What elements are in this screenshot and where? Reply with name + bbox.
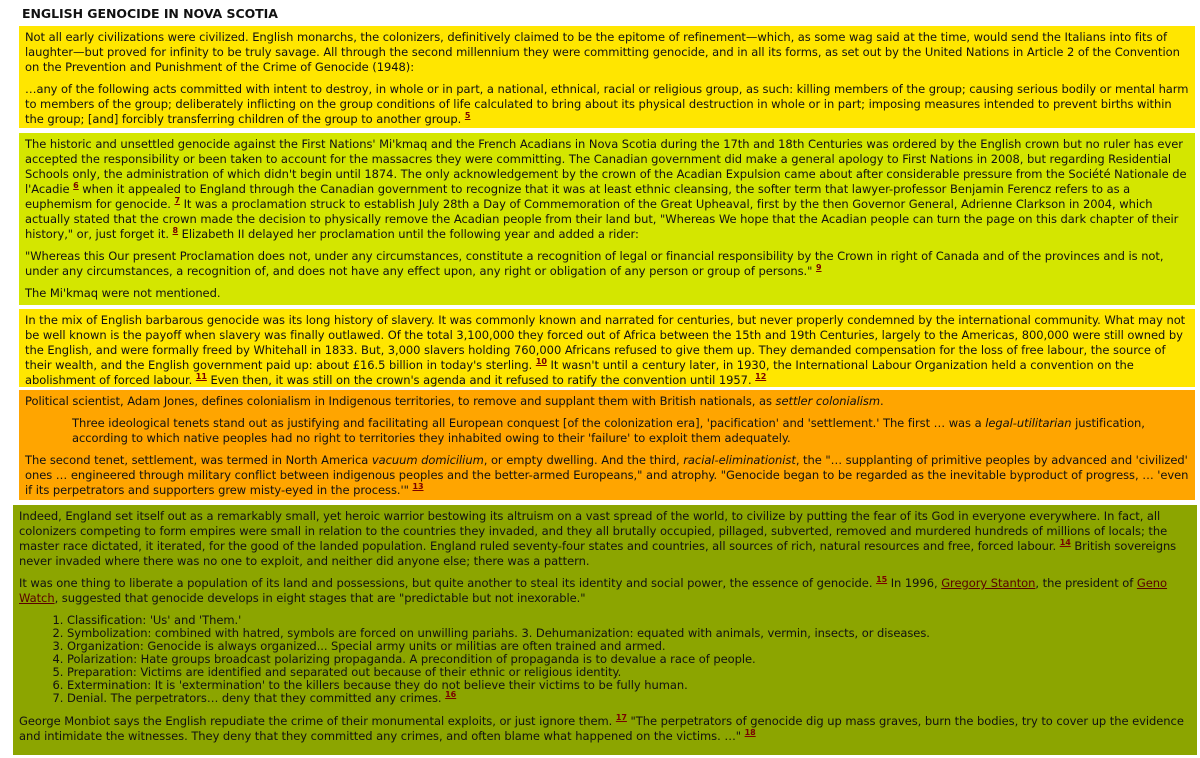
paragraph-text: In the mix of English barbarous genocide was its long history of slavery. It was commonly known and narrated for centuries, but never properly condemned by the international community. What may not be well known is the payoff when slavery was finally outlawed. Of the total 3,100,000 they forced out of Africa between the 15th and 19th Centuries, largely to the Americas, 800,000 were still owned by the English, and were formally freed by Whitehall in 1833. But, 3,000 slavers holding 760,000 Africans refused to give them up. They demanded compensation for the loss of free labour, the source of their wealth, and the English government paid up: about £16.5 billion in today's sterling. bbox=[25, 313, 1186, 372]
footnote-link-17[interactable]: 17 bbox=[615, 713, 627, 723]
quote-paragraph bbox=[25, 249, 1189, 279]
footnote-link-5[interactable]: 5 bbox=[464, 111, 471, 121]
emphasis: settler colonialism bbox=[775, 394, 881, 408]
genocide-stages-list bbox=[19, 614, 1191, 705]
paragraph-text: Elizabeth II delayed her proclamation until the following year and added a rider: bbox=[178, 227, 639, 241]
emphasis: vacuum domicilium bbox=[371, 453, 484, 467]
footnote-link-6[interactable]: 6 bbox=[73, 181, 79, 191]
paragraph-text: justification, according to which native peoples had no right to territories they inhabited owing to their 'failure' to exploit them adequately. bbox=[72, 416, 1145, 445]
paragraph-text: In 1996, bbox=[887, 576, 942, 590]
paragraph bbox=[19, 509, 1191, 569]
paragraph-text: Not all early civilizations were civilized. English monarchs, the colonizers, definitively claimed to be the epitome of refinement—which, as some wag said at the time, would send the Italians into fits of laughter—but proved for infinity to be truly savage. All through the second millennium they were committing genocide, and in all its forms, as set out by the United Nations in Article 2 of the Convention on the Prevention and Punishment of the Crime of Genocide (1948): bbox=[25, 30, 1180, 74]
paragraph-text: "The perpetrators of genocide dig up mass graves, burn the bodies, try to cover up the evidence and intimidate the witnesses. They deny that they committed any crimes, and often blame what happened on the victims. …" bbox=[19, 714, 1184, 743]
paragraph bbox=[25, 313, 1189, 387]
list-item-text: Denial. The perpetrators… deny that they committed any crimes. bbox=[67, 691, 442, 705]
paragraph-text: Even then, it was still on the crown's agenda and it refused to ratify the convention until 1957. bbox=[206, 373, 752, 387]
paragraph bbox=[25, 453, 1189, 498]
list-item-text: Organization: Genocide is always organized... Special army units or militias are often trained and armed. bbox=[67, 639, 666, 653]
footnote-link-18[interactable]: 18 bbox=[744, 728, 756, 738]
paragraph bbox=[25, 137, 1189, 242]
section-acadian-expulsion bbox=[19, 133, 1195, 305]
link-genocide-watch[interactable]: Geno Watch bbox=[19, 576, 1168, 605]
list-item-text: Classification: 'Us' and 'Them.' bbox=[67, 613, 242, 627]
paragraph-text: "Whereas this Our present Proclamation does not, under any circumstances, constitute a recognition of legal or financial responsibility by the Crown in right of Canada and of the provinces and is not, under any circumstances, a recognition of, and does not have any effect upon, any right or obligation of any person or group of persons." bbox=[25, 249, 1164, 278]
paragraph bbox=[19, 714, 1191, 744]
emphasis: legal-utilitarian bbox=[985, 416, 1072, 430]
footnote-link-9[interactable]: 9 bbox=[816, 263, 822, 273]
list-item-text: Extermination: It is 'extermination' to the killers because they do not believe their victims to be fully human. bbox=[67, 678, 688, 692]
paragraph-text: . bbox=[880, 394, 884, 408]
section-genocide-stages bbox=[13, 505, 1197, 755]
paragraph-text: It was one thing to liberate a population of its land and possessions, but quite another to steal its identity and social power, the essence of genocide. bbox=[19, 576, 873, 590]
section-settler-colonialism bbox=[19, 390, 1195, 500]
paragraph bbox=[19, 576, 1191, 606]
footnote-link-11[interactable]: 11 bbox=[195, 372, 207, 382]
paragraph-text: , the "… supplanting of primitive peoples by advanced and 'civilized' ones … engineered through military conflict between indigenous peoples and the better-armed Europeans," and atrophy. "Genocide began to be regarded as the inevitable byproduct of progress, … 'even if its perpetrators and supporters grew misty-eyed in the process.'" bbox=[25, 453, 1189, 497]
paragraph-text: Indeed, England set itself out as a remarkably small, yet heroic warrior bestowing its altruism on a vast spread of the world, to civilize by putting the fear of its God in everyone everywhere. In fact, all colonizers competing to form empires were small in relation to the countries they invaded, and they all brutally occupied, pillaged, subverted, removed and murdered hundreds of millions of locals; the master race dictated, it iterated, for the good of the landed population. England ruled seventy-four states and countries, all sources of rich, natural resources and free, forced labour. bbox=[19, 509, 1168, 553]
paragraph-text: Political scientist, Adam Jones, defines colonialism in Indigenous territories, to remove and supplant them with British nationals, as bbox=[25, 394, 776, 408]
block-quote bbox=[72, 416, 1183, 446]
footnote-link-16[interactable]: 16 bbox=[445, 690, 457, 700]
paragraph-text: , suggested that genocide develops in eight stages that are "predictable but not inexorable." bbox=[54, 591, 586, 605]
paragraph-text: Three ideological tenets stand out as justifying and facilitating all European conquest [of the colonization era], 'pacification' and 'settlement.' The first … was a bbox=[72, 416, 986, 430]
section-slavery bbox=[19, 309, 1195, 387]
footnote-link-10[interactable]: 10 bbox=[535, 357, 547, 367]
list-item-text: Preparation: Victims are identified and separated out because of their ethnic or religious identity. bbox=[67, 665, 622, 679]
section-un-definition bbox=[19, 26, 1195, 128]
paragraph-text: …any of the following acts committed with intent to destroy, in whole or in part, a national, ethnical, racial or religious group, as such: killing members of the group; causing serious bodily or mental harm to members of the group; deliberately inflicting on the group conditions of life calculated to bring about its physical destruction in whole or in part; imposing measures intended to prevent births within the group; [and] forcibly transferring children of the group to another group. bbox=[25, 82, 1189, 126]
link-gregory-stanton[interactable]: Gregory Stanton bbox=[941, 576, 1036, 590]
paragraph-text: , the president of bbox=[1035, 576, 1137, 590]
paragraph-text: The Mi'kmaq were not mentioned. bbox=[25, 286, 221, 300]
list-item-text: Symbolization: combined with hatred, symbols are forced on unwilling pariahs. 3. Dehumanization: equated with animals, vermin, insects, or diseases. bbox=[67, 626, 930, 640]
list-item-text: Polarization: Hate groups broadcast polarizing propaganda. A precondition of propaganda is to devalue a race of people. bbox=[67, 652, 756, 666]
footnote-link-15[interactable]: 15 bbox=[876, 575, 888, 585]
paragraph-text: It wasn't until a century later, in 1930, the International Labour Organization held a convention on the abolishment of forced labour. bbox=[25, 358, 1134, 387]
paragraph bbox=[25, 394, 1189, 409]
footnote-link-13[interactable]: 13 bbox=[412, 482, 424, 492]
list-item bbox=[67, 692, 1191, 705]
paragraph-text: British sovereigns never invaded where there was no one to exploit, and neither did anyone else; there was a pattern. bbox=[19, 539, 1177, 568]
paragraph-text: It was a proclamation struck to establish July 28th a Day of Commemoration of the Great Upheaval, first by the then Governor General, Adrienne Clarkson in 2004, which actually stated that the crown made the decision to physically remove the Acadian people from their land but, "Whereas We hope that the Acadian people can turn the page on this dark chapter of their history," or, just forget it. bbox=[25, 197, 1179, 241]
emphasis: racial-eliminationist bbox=[683, 453, 796, 467]
paragraph-text: when it appealed to England through the Canadian government to recognize that it was at least ethnic cleansing, the softer term that lawyer-professor Benjamin Ferencz refers to as a euphemism for genocide. bbox=[25, 182, 1131, 211]
paragraph-text: George Monbiot says the English repudiate the crime of their monumental exploits, or just ignore them. bbox=[19, 714, 613, 728]
footnote-link-12[interactable]: 12 bbox=[755, 372, 767, 382]
footnote-link-7[interactable]: 7 bbox=[174, 196, 180, 206]
quote-paragraph bbox=[25, 82, 1189, 127]
paragraph bbox=[25, 30, 1189, 75]
paragraph-text: The historic and unsettled genocide against the First Nations' Mi'kmaq and the French Acadians in Nova Scotia during the 17th and 18th Centuries was ordered by the English crown but no ruler has ever accepted the responsibility or been taken to account for the massacres they were committing. The Canadian government did make a general apology to First Nations in 2008, but regarding Residential Schools only, the administration of which didn't begin until 1874. The only acknowledgement by the crown of the Acadian Expulsion came about after considerable pressure from the Société Nationale de l'Acadie bbox=[25, 137, 1187, 196]
footnote-link-14[interactable]: 14 bbox=[1059, 538, 1071, 548]
footnote-link-8[interactable]: 8 bbox=[172, 226, 179, 236]
paragraph bbox=[25, 286, 1189, 301]
page-title: ENGLISH GENOCIDE IN NOVA SCOTIA bbox=[22, 6, 278, 21]
paragraph-text: The second tenet, settlement, was termed in North America bbox=[25, 453, 372, 467]
paragraph-text: , or empty dwelling. And the third, bbox=[483, 453, 684, 467]
